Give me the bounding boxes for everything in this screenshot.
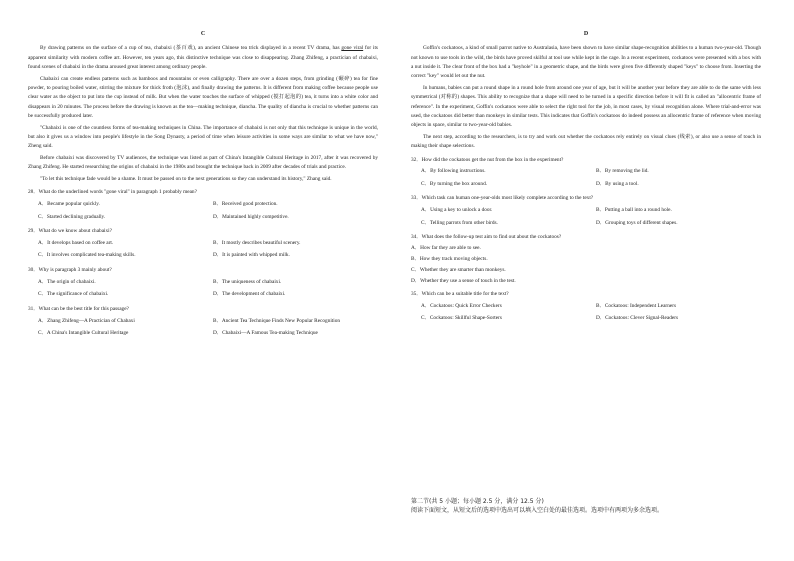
passage-d-paragraph-3: The next step, according to the researchers, is to try and work out whether the cockatoos rely entirely on visual clues (线索), or also use a sense of touch in making their shape selections. <box>411 133 761 150</box>
passage-c-heading: C <box>200 31 206 37</box>
option-c[interactable]: C．A China's Intangible Cultural Heritage <box>38 330 129 337</box>
option-b[interactable]: B．Putting a ball into a round hole. <box>596 207 672 214</box>
option-d[interactable]: D．Chabaixi—A Famous Tea-making Technique <box>213 330 318 337</box>
option-d[interactable]: D．Whether they use a sense of touch in the test. <box>411 277 516 284</box>
option-b[interactable]: B．Ancient Tea Technique Finds New Popular Recognition <box>213 317 341 324</box>
option-c[interactable]: C．Started declining gradually. <box>38 213 106 220</box>
option-c[interactable]: C．Whether they are smarter than monkeys. <box>411 266 506 273</box>
option-c[interactable]: C．Cockatoos: Skillful Shape-Sorters <box>421 314 502 321</box>
question-options <box>28 277 378 302</box>
question-options <box>411 205 761 230</box>
option-d[interactable]: D．The development of chabaixi. <box>213 291 286 298</box>
passage-c-paragraph-4: Before chabaixi was discovered by TV audiences, the technique was listed as part of China's Intangible Cultural Heritage in 2017, after it was recovered by Zhang Zhifeng. He started researching the origins of chabaixi in the 1980s and brought the technique back in 2009 after decades of trials and practice. <box>28 155 378 171</box>
question-stem: 31．What can be the best title for this passage? <box>28 306 129 313</box>
option-c[interactable]: C．By turning the box around. <box>421 180 488 187</box>
passage-c-column <box>28 30 378 341</box>
option-a[interactable]: A．Using a key to unlock a door. <box>421 207 493 214</box>
option-d[interactable]: D．It is painted with whipped milk. <box>213 252 290 259</box>
underlined-phrase: gone viral <box>341 45 364 52</box>
question-34 <box>411 233 761 285</box>
question-options <box>28 199 378 224</box>
option-a[interactable]: A．The origin of chabaixi. <box>38 279 96 286</box>
question-33 <box>411 194 761 229</box>
question-stem: 33．Which task can human one-year-olds most likely complete according to the text? <box>411 195 594 202</box>
question-35 <box>411 290 761 325</box>
option-a[interactable]: A．Zhang Zhifeng—A Practician of Chabaxi <box>38 317 135 324</box>
passage-c-paragraph-2: Chabaixi can create endless patterns such as bamboos and mountains or even calligraphy. There are over a dozen steps, from grinding (碾碎) tea for fine powder, to pouring boiled water, stirring the mixture for thick froth (泡沫), and finally drawing the patterns. It is different from making coffee because people use clear water as the object to put into the cup instead of milk. But when the water touches the surface of whipped (搅打起泡的) tea, it turns into a white color and disappears in 20 minutes. The process before the drawing is known as the tea—making technique, diancha. The quality of diancha is crucial to whether patterns can be successfully produced later. <box>28 75 378 119</box>
passage-c-paragraph-3: "Chabaixi is one of the countless forms of tea-making techniques in China. The importance of chabaixi is not only that this technique is unique in the world, but also it gives us a window into people's lifestyle in the Song Dynasty, a period of time when leisure activities in some ways are similar to what we have now," Zheng said. <box>28 124 378 150</box>
question-29 <box>28 227 378 262</box>
option-a[interactable]: A．By following instructions. <box>421 168 486 175</box>
option-a[interactable]: A．Cockatoos: Quick Error Checkers <box>421 302 502 309</box>
option-b[interactable]: B．Cockatoos: Independent Learners <box>596 302 677 309</box>
option-b[interactable]: B．The uniqueness of chabaixi. <box>213 279 282 286</box>
option-c[interactable]: C．It involves complicated tea-making skills. <box>38 252 136 259</box>
option-a[interactable]: A．Became popular quickly. <box>38 201 100 208</box>
passage-d-paragraph-2: In humans, babies can put a round shape in a round hole from around one year of age, but it will be another year before they are able to do the same with less symmetrical (对称的) shapes. This ability to recognize that a shape will need to be turned in a specific direction before it will fit is called an "allocentric frame of reference". In the experiment, Goffin's cockatoos were able to select the right tool for the job, in most cases, by visual recognition alone. Where trial-and-error was used, the cockatoos did better than monkeys in similar tests. This indicates that Goffin's cockatoos do indeed possess an allocentric frame of reference when moving objects in space, similar to two-year-old babies. <box>411 84 761 129</box>
question-options <box>28 238 378 263</box>
question-options <box>411 244 761 286</box>
option-b[interactable]: B．How they track moving objects. <box>411 255 488 262</box>
question-32 <box>411 156 761 191</box>
option-a[interactable]: A．How far they are able to see. <box>411 245 481 252</box>
section-2-directions: 阅读下面短文，从短文后的选项中选出可以填入空白处的最佳选项。选项中有两项为多余选项。 <box>411 507 664 514</box>
question-30 <box>28 266 378 301</box>
option-d[interactable]: D．Maintained highly competitive. <box>213 213 289 220</box>
passage-c-paragraph-5: "To let this technique fade would be a shame. It must be passed on to the next generations so they can understand its history," Zhang said. <box>40 176 332 183</box>
option-d[interactable]: D．By using a tool. <box>596 180 639 187</box>
question-options <box>28 315 378 340</box>
option-b[interactable]: B．Received good protection. <box>213 201 278 208</box>
question-options <box>411 300 761 325</box>
passage-c-paragraph-1: By drawing patterns on the surface of a cup of tea, chabaixi (茶百戏), an ancient Chinese tea trick displayed in a recent TV drama, has gone viral for its apparent similarity with modern coffee art. However, ten years ago, this distinctive technique was close to disappearing. Zhang Zhifeng, a practician of chabaixi, found scenes of chabaixi in the drama aroused great interest among ordinary people. <box>28 45 378 70</box>
question-stem: 29．What do we know about chabaixi? <box>28 228 112 235</box>
option-c[interactable]: C．The significance of chabaixi. <box>38 291 109 298</box>
option-b[interactable]: B．It mostly describes beautiful scenery. <box>213 240 301 247</box>
question-stem: 34．What does the follow-up test aim to find out about the cockatoos? <box>411 234 562 241</box>
passage-d-column <box>411 30 761 326</box>
option-c[interactable]: C．Telling parrots from other birds. <box>421 219 498 226</box>
question-stem: 30．Why is paragraph 3 mainly about? <box>28 267 112 274</box>
question-stem: 28．What do the underlined words "gone viral" in paragraph 1 probably mean? <box>28 189 197 196</box>
option-d[interactable]: D．Cockatoos: Clever Signal-Readers <box>596 314 679 321</box>
passage-d-paragraph-1: Goffin's cockatoos, a kind of small parrot native to Australasia, have been shown to have similar shape-recognition abilities to a human two-year-old. Though not known to use tools in the wild, the birds have proved skilful at tool use while kept in the cage. In a recent experiment, cockatoos were presented with a box with a nut inside it. The clear front of the box had a "keyhole" in a geometric shape, and the birds were given five differently shaped "keys" to choose from. Inserting the correct "key" would let out the nut. <box>411 45 761 80</box>
section-2-instructions <box>411 497 781 515</box>
question-stem: 35．Which can be a suitable title for the text? <box>411 290 509 297</box>
question-stem: 32．How did the cockatoos get the nut from the box in the experiment? <box>411 156 564 163</box>
question-28 <box>28 188 378 223</box>
question-options <box>411 166 761 191</box>
option-a[interactable]: A．It develops based on coffee art. <box>38 240 114 247</box>
option-b[interactable]: B．By removing the lid. <box>596 168 649 175</box>
question-31 <box>28 305 378 340</box>
section-2-title: 第二节(共 5 小题；每小题 2.5 分，满分 12.5 分) <box>411 498 544 505</box>
option-d[interactable]: D．Grouping toys of different shapes. <box>596 219 678 226</box>
passage-d-heading: D <box>583 31 589 37</box>
